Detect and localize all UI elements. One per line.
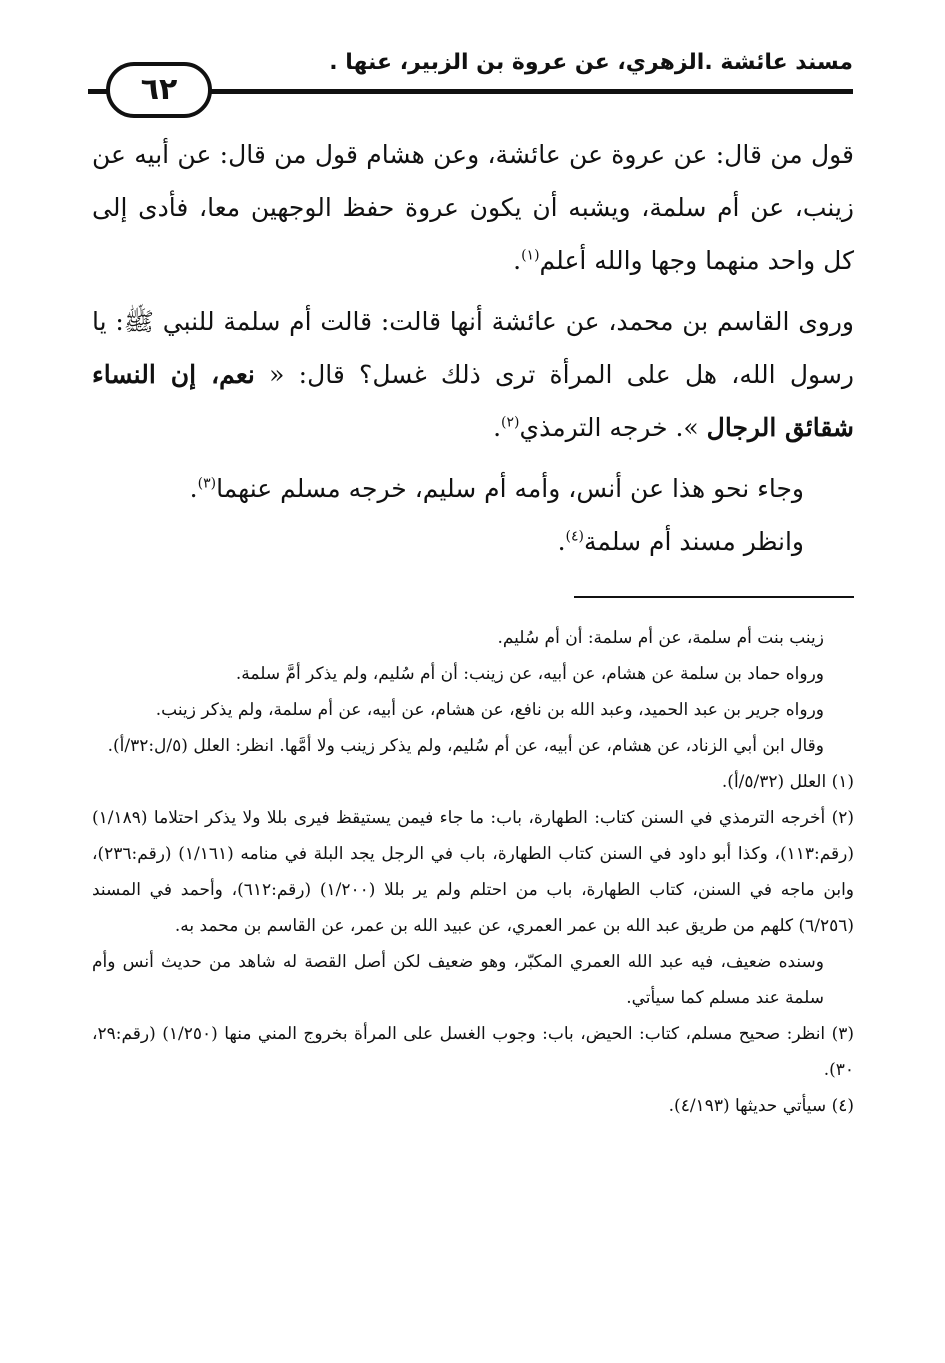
footnote-divider <box>574 596 854 598</box>
main-text <box>92 128 854 568</box>
paragraph-4-end: . <box>557 527 566 556</box>
footnote-2: (٢) أخرجه الترمذي في السنن كتاب: الطهارة، باب: ما جاء فيمن يستيقظ فيرى بللا ولا يذكر احتلاما (١/١٨٩) (رقم:١١٣)، وكذا أبو داود في السنن كتاب الطهارة، باب في الرجل يجد البلة في منامه (١/١٦١) (رقم:٢٣٦)، وابن ماجه في السنن، كتاب الطهارة، باب من احتلم ولم ير بللا (١/٢٠٠) (رقم:٦١٢)، وأحمد في المسند (٦/٢٥٦) كلهم من طريق عبد الله بن عمر العمري، عن عبيد الله بن عمر، عن القاسم بن محمد به. <box>92 808 855 936</box>
paragraph-2-text: وروى القاسم بن محمد، عن عائشة أنها قالت: قالت أم سلمة للنبي ﷺ: يا رسول الله، هل على المرأة ترى ذلك غسل؟ قال: « <box>92 307 854 389</box>
paragraph-4-text: وانظر مسند أم سلمة <box>584 527 804 556</box>
footnotes <box>92 620 854 1124</box>
paragraph-1-end: . <box>513 246 522 275</box>
footnote-4: (٤) سيأتي حديثها (٤/١٩٣). <box>668 1096 854 1116</box>
paragraph-1-text: قول من قال: عن عروة عن عائشة، وعن هشام قول من قال: عن أبيه عن زينب، عن أم سلمة، ويشبه أن يكون عروة حفظ الوجهين معا، فأدى إلى كل واحد منهما وجها والله أعلم <box>92 140 854 275</box>
footnote-ref-1: (١) <box>521 247 540 264</box>
footnote-ref-2: (٢) <box>501 414 520 431</box>
page-number: ٦٢ <box>106 62 212 118</box>
footnote-continuation-4: وقال ابن أبي الزناد، عن هشام، عن أبيه، عن أم سُليم، ولم يذكر زينب ولا أمَّها. انظر: العلل (٥/ل:٣٢/أ). <box>107 736 824 756</box>
footnote-3: (٣) انظر: صحيح مسلم، كتاب: الحيض، باب: وجوب الغسل على المرأة بخروج المني منها (١/٢٥٠) (رقم:٢٩، ٣٠). <box>92 1024 855 1080</box>
page-header <box>88 40 853 120</box>
paragraph-1 <box>92 128 854 287</box>
footnote-continuation-3: ورواه جرير بن عبد الحميد، وعبد الله بن نافع، عن هشام، عن أبيه، عن أم سلمة، ولم يذكر زينب. <box>155 700 824 720</box>
footnote-continuation-2: ورواه حماد بن سلمة عن هشام، عن أبيه، عن زينب: أن أم سُليم، ولم يذكر أمَّ سلمة. <box>235 664 824 684</box>
paragraph-2-text-b: ». خرجه الترمذي <box>519 413 707 442</box>
paragraph-2-end: . <box>493 413 502 442</box>
paragraph-3-end: . <box>189 474 198 503</box>
paragraph-2 <box>92 295 854 454</box>
paragraph-3 <box>92 462 854 515</box>
footnote-ref-4: (٤) <box>565 528 585 545</box>
footnote-continuation-1: زينب بنت أم سلمة، عن أم سلمة: أن أم سُليم. <box>497 628 824 648</box>
footnote-1: (١) العلل (٥/٣٢/أ). <box>721 772 854 792</box>
paragraph-4 <box>92 515 854 568</box>
running-title: مسند عائشة .الزهري، عن عروة بن الزبير، عنها . <box>329 50 853 75</box>
paragraph-3-text: وجاء نحو هذا عن أنس، وأمه أم سليم، خرجه مسلم عنهما <box>216 474 804 503</box>
footnote-2-continuation: وسنده ضعيف، فيه عبد الله العمري المكبّر، وهو ضعيف لكن أصل القصة له شاهد من حديث أنس وأم سلمة عند مسلم كما سيأتي. <box>92 952 824 1008</box>
hadith-text: نعم، إن النساء شقائق الرجال <box>92 360 854 442</box>
footnote-ref-3: (٣) <box>197 475 217 492</box>
